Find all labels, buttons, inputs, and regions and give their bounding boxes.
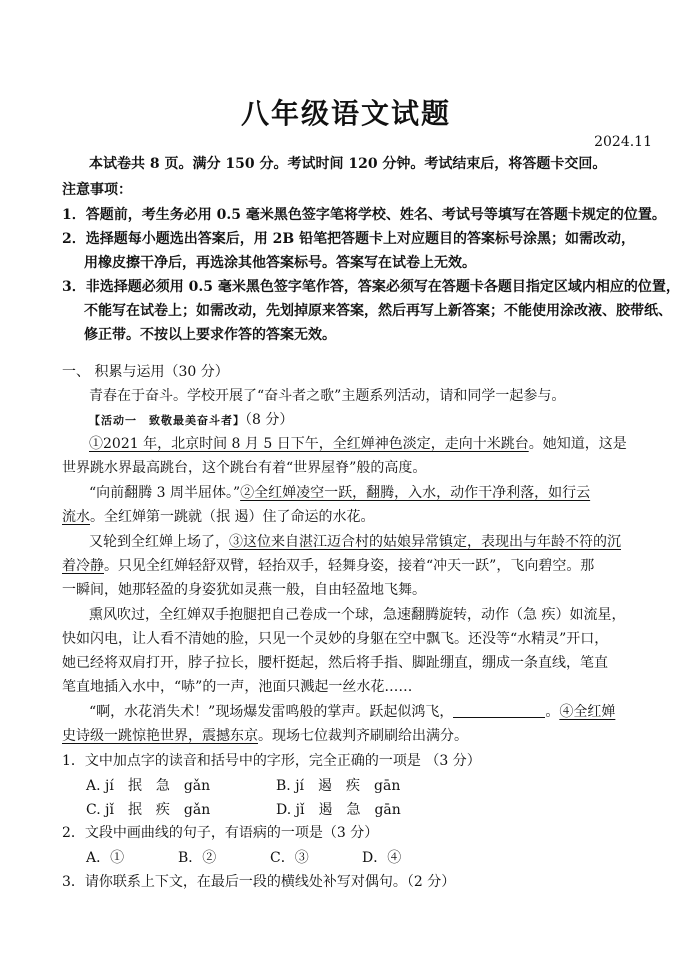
passage-p1-line1 bbox=[89, 434, 627, 454]
passage-p2-line1 bbox=[89, 483, 590, 503]
sentence-2: ②全红婵凌空一跃，翻腾，入水，动作干净利落，如行云 bbox=[240, 485, 591, 501]
question-1-options-row2 bbox=[86, 800, 401, 820]
notice-3-line3: 修正带。不按以上要求作答的答案无效。 bbox=[84, 327, 336, 343]
question-3-stem: 3．请你联系上下文，在最后一段的横线处补写对偶句。（2 分） bbox=[62, 874, 456, 890]
sentence-1: ①2021 年，北京时间 8 月 5 日下午，全红婵神色淡定，走向十米跳台 bbox=[89, 436, 529, 452]
sentence-3-end: 着冷静 bbox=[62, 558, 104, 574]
passage-text: 。她知道，这是 bbox=[528, 436, 627, 452]
option-b[interactable]: B. jí 遏 疾 gān bbox=[276, 778, 401, 794]
section1-heading: 一、 积累与运用（30 分） bbox=[62, 364, 229, 380]
page-title: 八年级语文试题 bbox=[240, 97, 451, 130]
notice-2-line1: 2．选择题每小题选出答案后，用 2B 铅笔把答题卡上对应题目的答案标号涂黑；如需改动， bbox=[62, 231, 636, 247]
passage-text: 。只见全红婵轻舒双臂，轻抬双手，轻舞身姿，接着“冲天一跃”，飞向碧空。那 bbox=[104, 558, 595, 574]
passage-p4-line2: 快如闪电，让人看不清她的脸，只见一个灵妙的身躯在空中飘飞。还没等“水精灵”开口， bbox=[62, 631, 609, 647]
exam-date: 2024.11 bbox=[594, 134, 652, 150]
passage-p5-line2 bbox=[62, 726, 468, 746]
question-1-stem: 1．文中加点字的读音和括号中的字形，完全正确的一项是 （3 分） bbox=[62, 753, 481, 769]
option-d[interactable]: D. jǐ 遏 急 gān bbox=[276, 802, 401, 818]
sentence-2-end: 流水 bbox=[62, 509, 90, 525]
notice-3-line2: 不能写在试卷上；如需改动，先划掉原来答案，然后再写上新答案；不能使用涂改液、胶带纸、 bbox=[84, 303, 672, 319]
passage-p3-line3: 一瞬间，她那轻盈的身姿犹如灵燕一般，自由轻盈地飞舞。 bbox=[62, 582, 426, 598]
option-d[interactable]: D．④ bbox=[362, 850, 402, 866]
question-1-options-row1 bbox=[86, 776, 400, 796]
section1-lead: 青春在于奋斗。学校开展了“奋斗者之歌”主题系列活动，请和同学一起参与。 bbox=[89, 388, 566, 404]
option-a[interactable]: A．① bbox=[86, 850, 125, 866]
sentence-4-end: 史诗级一跳惊艳世界，震撼东京 bbox=[62, 728, 258, 744]
option-a[interactable]: A. jí 抿 急 gǎn bbox=[86, 778, 211, 794]
option-b[interactable]: B．② bbox=[178, 850, 217, 866]
sentence-4: ④全红婵 bbox=[559, 704, 616, 720]
passage-p5-line1 bbox=[89, 702, 615, 722]
option-c[interactable]: C．③ bbox=[270, 850, 309, 866]
passage-text: 。 bbox=[545, 704, 560, 720]
activity1-heading bbox=[89, 410, 293, 431]
passage-p4-line4: 笔直地插入水中，“哧”的一声，池面只溅起一丝水花…… bbox=[62, 679, 413, 695]
question-2-options bbox=[86, 848, 401, 868]
option-c[interactable]: C. jǐ 抿 疾 gǎn bbox=[86, 802, 211, 818]
activity1-score: （8 分） bbox=[245, 412, 294, 428]
passage-p4-line1: 熏风吹过，全红婵双手抱腿把自己卷成一个球，急速翻腾旋转，动作（急 疾）如流星， bbox=[89, 607, 626, 623]
activity1-label: 【活动一 致敬最美奋斗者】 bbox=[89, 414, 245, 427]
question-2-stem: 2．文段中画曲线的句子，有语病的一项是（3 分） bbox=[62, 825, 379, 841]
passage-text: “啊，水花消失术！”现场爆发雷鸣般的掌声。跃起似鸿飞， bbox=[89, 704, 454, 720]
passage-p3-line2 bbox=[62, 556, 594, 576]
passage-text: “向前翻腾 3 周半屈体。” bbox=[89, 485, 241, 501]
sentence-3: ③这位来自湛江迈合村的姑娘异常镇定，表现出与年龄不符的沉 bbox=[229, 534, 621, 550]
notice-1: 1．答题前，考生务必用 0.5 毫米黑色签字笔将学校、姓名、考试号等填写在答题卡规定的位置。 bbox=[62, 207, 666, 223]
passage-p2-line2 bbox=[62, 507, 374, 527]
notice-2-line2: 用橡皮擦干净后，再选涂其他答案标号。答案写在试卷上无效。 bbox=[84, 255, 476, 271]
passage-text: 。全红婵第一跳就（抿 遏）住了命运的水花。 bbox=[90, 509, 375, 525]
exam-intro: 本试卷共 8 页。满分 150 分。考试时间 120 分钟。考试结束后，将答题卡交回。 bbox=[89, 156, 607, 172]
passage-p1-line2: 世界跳水界最高跳台，这个跳台有着“世界屋脊”般的高度。 bbox=[62, 460, 427, 476]
passage-text: 。现场七位裁判齐刷刷给出满分。 bbox=[258, 728, 468, 744]
notice-heading: 注意事项： bbox=[62, 182, 132, 198]
notice-3-line1: 3．非选择题必须用 0.5 毫米黑色签字笔作答，答案必须写在答题卡各题目指定区域内相应的位置， bbox=[62, 279, 680, 295]
passage-text: 又轮到全红婵上场了， bbox=[89, 534, 229, 550]
passage-p3-line1 bbox=[89, 532, 621, 552]
passage-p4-line3: 她已经将双肩打开，脖子拉长，腰杆挺起，然后将手指、脚趾绷直，绷成一条直线，笔直 bbox=[62, 655, 608, 671]
answer-blank[interactable] bbox=[453, 703, 545, 718]
